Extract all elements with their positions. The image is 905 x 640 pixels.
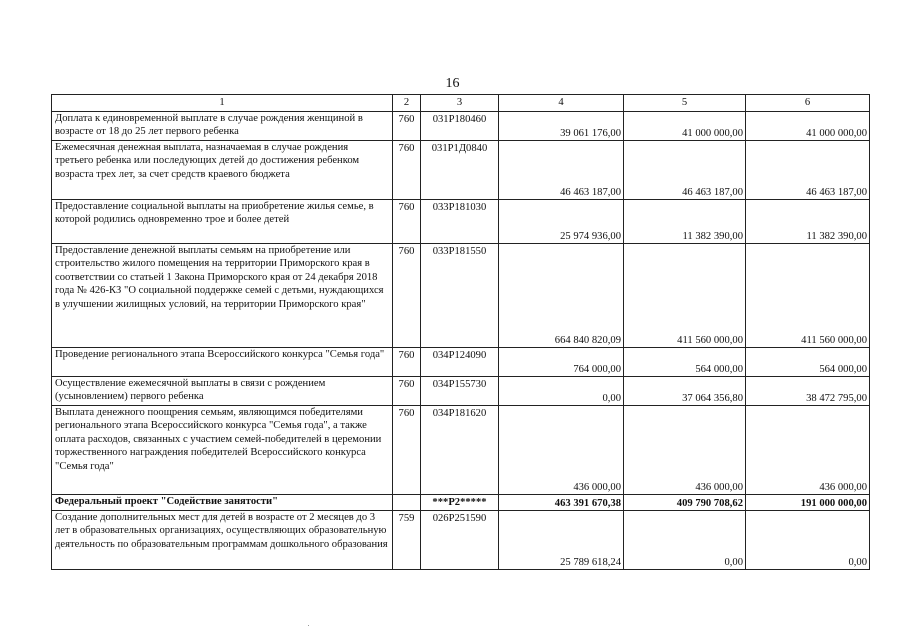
row-name-cell: Ежемесячная денежная выплата, назначаемая в случае рождения третьего ребенка или последующих детей до достижения ребенком возраста трех лет, за счет средств краевого бюджета — [52, 141, 393, 200]
row-article-cell: 026P251590 — [421, 511, 499, 570]
row-value-col6: 38 472 795,00 — [746, 377, 870, 406]
row-value-col5: 564 000,00 — [624, 348, 746, 377]
budget-table — [51, 94, 870, 570]
row-value-col5: 46 463 187,00 — [624, 141, 746, 200]
row-article-cell: ***P2***** — [421, 495, 499, 511]
row-article-cell: 034P155730 — [421, 377, 499, 406]
row-code-cell — [393, 495, 421, 511]
header-cell-2: 2 — [393, 95, 421, 112]
scan-speck — [308, 625, 309, 626]
row-code-cell: 760 — [393, 200, 421, 244]
row-name-cell: Федеральный проект "Содействие занятости" — [52, 495, 393, 511]
table-row — [52, 112, 870, 141]
row-code-cell: 760 — [393, 141, 421, 200]
table-row — [52, 244, 870, 348]
row-value-col5: 11 382 390,00 — [624, 200, 746, 244]
row-code-cell: 760 — [393, 112, 421, 141]
table-row — [52, 141, 870, 200]
row-name-cell: Доплата к единовременной выплате в случае рождения женщиной в возрасте от 18 до 25 лет первого ребенка — [52, 112, 393, 141]
table-row — [52, 348, 870, 377]
row-value-col6: 191 000 000,00 — [746, 495, 870, 511]
row-value-col5: 0,00 — [624, 511, 746, 570]
row-article-cell: 033P181550 — [421, 244, 499, 348]
header-cell-6: 6 — [746, 95, 870, 112]
row-article-cell: 033P181030 — [421, 200, 499, 244]
row-value-col6: 411 560 000,00 — [746, 244, 870, 348]
row-value-col4: 463 391 670,38 — [499, 495, 624, 511]
table-row — [52, 406, 870, 495]
row-value-col5: 37 064 356,80 — [624, 377, 746, 406]
row-code-cell: 760 — [393, 406, 421, 495]
table-row — [52, 511, 870, 570]
row-value-col5: 41 000 000,00 — [624, 112, 746, 141]
row-name-cell: Предоставление денежной выплаты семьям на приобретение или строительство жилого помещения на территории Приморского края в соответствии со статьей 1 Закона Приморского края от 24 декабря 2018 года № 426-КЗ "О социальной поддержке семей с детьми, нуждающихся в улучшении жилищных условий, на территории Приморского края" — [52, 244, 393, 348]
table-row — [52, 200, 870, 244]
row-article-cell: 031P1Д0840 — [421, 141, 499, 200]
page-number: 16 — [445, 76, 460, 91]
header-cell-1: 1 — [52, 95, 393, 112]
row-value-col4: 25 974 936,00 — [499, 200, 624, 244]
row-value-col5: 411 560 000,00 — [624, 244, 746, 348]
header-cell-5: 5 — [624, 95, 746, 112]
row-code-cell: 759 — [393, 511, 421, 570]
row-value-col6: 564 000,00 — [746, 348, 870, 377]
row-value-col6: 11 382 390,00 — [746, 200, 870, 244]
row-article-cell: 034P181620 — [421, 406, 499, 495]
row-name-cell: Проведение регионального этапа Всероссийского конкурса "Семья года" — [52, 348, 393, 377]
row-name-cell: Предоставление социальной выплаты на приобретение жилья семье, в которой родились одновременно трое и более детей — [52, 200, 393, 244]
row-name-cell: Выплата денежного поощрения семьям, являющимся победителями регионального этапа Всероссийского конкурса "Семья года", а также оплата расходов, связанных с участием семей-победителей в церемонии торжественного награждения победителей Всероссийского конкурса "Семья года" — [52, 406, 393, 495]
row-value-col4: 764 000,00 — [499, 348, 624, 377]
row-code-cell: 760 — [393, 348, 421, 377]
header-cell-3: 3 — [421, 95, 499, 112]
row-article-cell: 031P180460 — [421, 112, 499, 141]
table-row — [52, 377, 870, 406]
row-value-col4: 436 000,00 — [499, 406, 624, 495]
row-name-cell: Создание дополнительных мест для детей в возрасте от 2 месяцев до 3 лет в образовательных организациях, осуществляющих образовательную деятельность по образовательным программам дошкольного образования — [52, 511, 393, 570]
row-value-col5: 409 790 708,62 — [624, 495, 746, 511]
row-value-col5: 436 000,00 — [624, 406, 746, 495]
row-value-col4: 46 463 187,00 — [499, 141, 624, 200]
row-value-col6: 0,00 — [746, 511, 870, 570]
row-value-col6: 41 000 000,00 — [746, 112, 870, 141]
table-row — [52, 495, 870, 511]
row-value-col6: 46 463 187,00 — [746, 141, 870, 200]
row-value-col4: 25 789 618,24 — [499, 511, 624, 570]
row-value-col4: 39 061 176,00 — [499, 112, 624, 141]
header-row — [52, 95, 870, 112]
row-value-col4: 0,00 — [499, 377, 624, 406]
row-name-cell: Осуществление ежемесячной выплаты в связи с рождением (усыновлением) первого ребенка — [52, 377, 393, 406]
row-value-col6: 436 000,00 — [746, 406, 870, 495]
row-code-cell: 760 — [393, 377, 421, 406]
row-value-col4: 664 840 820,09 — [499, 244, 624, 348]
row-code-cell: 760 — [393, 244, 421, 348]
row-article-cell: 034P124090 — [421, 348, 499, 377]
header-cell-4: 4 — [499, 95, 624, 112]
